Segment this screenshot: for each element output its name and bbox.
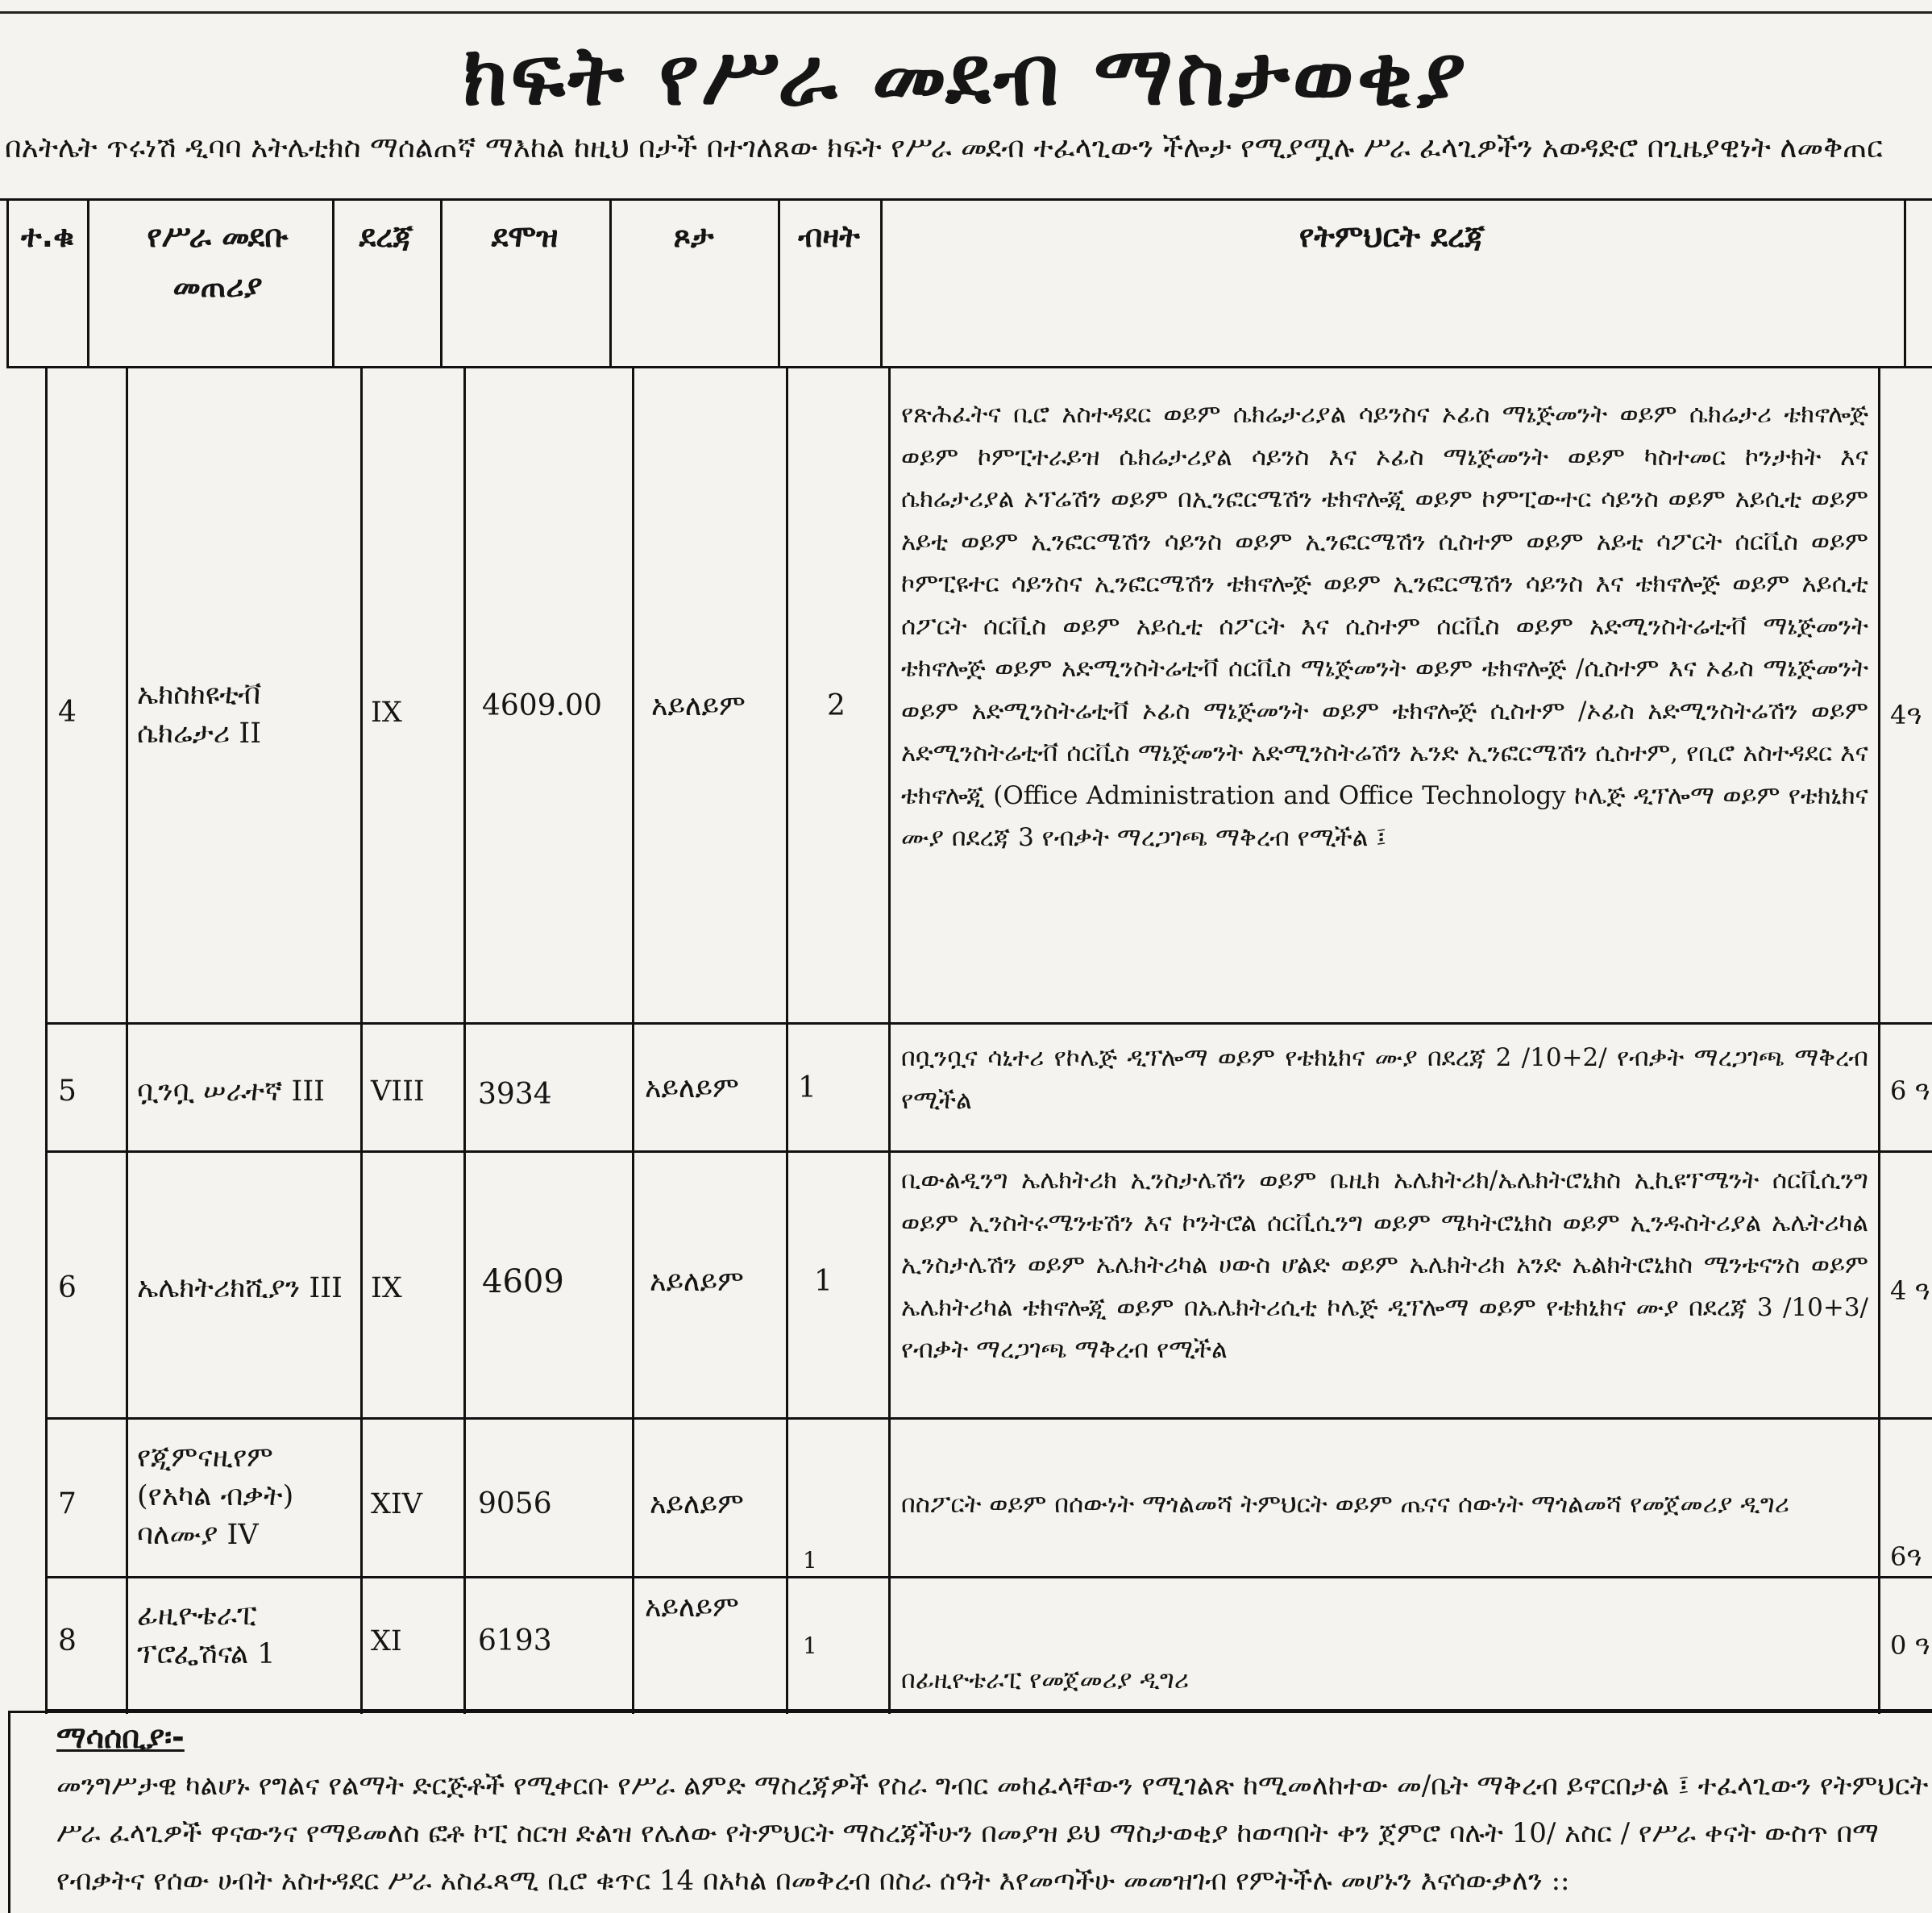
- cell-experience: 6ዓ: [1890, 1541, 1922, 1572]
- header-grade: ደረጃ: [359, 218, 413, 254]
- cell-position: ኤሌክትሪክሺያን III: [137, 1272, 343, 1304]
- cell-salary: 9056: [478, 1487, 552, 1520]
- cell-education: በስፖርት ወይም በሰውነት ማጎልመሻ ትምህርት ወይም ጤናና ሰውነት ማጎልመሻ የመጀመሪያ ዲግሪ: [901, 1490, 1789, 1519]
- row-rule: [45, 1417, 1932, 1420]
- header-bottom-rule: [6, 366, 1932, 368]
- row-rule: [45, 1576, 1932, 1578]
- cell-salary: 4609: [482, 1263, 564, 1300]
- cell-education: ቢውልዲንግ ኤሌክትሪክ ኢንስታሌሽን ወይም ቤዚክ ኤሌክትሪክ/ኤሌክትሮኒክስ ኢኪዩፕሜንት ሰርቪሲንግ ወይም ኢንስትሩሜንቴሽን እና ኮንትሮል ሰርቪሲንግ ወይም ሜካትሮኒክስ ወይም ኢንዱስትሪያል ኤሌትሪካል ኢንስታሌሽን ወይም ኤሌክትሪካል ሀውስ ሆልድ ወይም ኤሌክትሪክ አንድ ኤልክትሮኒክስ ሜንቴናንስ ወይም ኤሌክትሪካል ቴክኖሎጂ ወይም በኤሌክትሪሲቲ ኮሌጅ ዲፕሎማ ወይም የቴክኒክና ሙያ በደረጃ 3 /10+3/ የብቃት ማረጋገጫ ማቅረብ የሚችል: [901, 1166, 1868, 1364]
- cell-no: 6: [58, 1271, 77, 1304]
- cell-qty: 1: [803, 1632, 817, 1659]
- notes-line: መንግሥታዊ ካልሆኑ የግልና የልማት ድርጅቶች የሚቀርቡ የሥራ ልምድ ማስረጃዎች የስራ ግብር መከፈላቸውን የሚገልጽ ከሚመለከተው መ/ቤት ማቅረብ ይኖርበታል ፤ ተፈላጊውን የትምህርት: [56, 1770, 1929, 1802]
- header-position: የሥራ መደቡ መጠሪያ: [147, 218, 289, 304]
- cell-salary: 6193: [478, 1624, 552, 1657]
- grid-line: [786, 368, 788, 1714]
- cell-grade: IX: [371, 697, 402, 729]
- cell-position: የጂምናዚየም (የአካል ብቃት) ባለሙያ IV: [137, 1441, 294, 1551]
- notes-line: የብቃትና የሰው ሀብት አስተዳደር ሥራ አስፈጻሚ ቢሮ ቁጥር 14 በአካል በመቅረብ በስራ ሰዓት እየመጣችሁ መመዝገብ የምትችሉ መሆኑን እናሳውቃለን ::: [56, 1865, 1570, 1897]
- cell-sex: አይለይም: [651, 690, 746, 722]
- cell-qty: 2: [827, 689, 846, 722]
- grid-line: [1904, 198, 1906, 368]
- grid-line: [126, 368, 128, 1714]
- cell-experience: 0 ዓ: [1890, 1630, 1930, 1661]
- cell-position: ፊዚዮቴራፒ ፕሮፌሽናል 1: [137, 1599, 276, 1670]
- cell-sex: አይለይም: [645, 1072, 739, 1104]
- header-salary: ደሞዝ: [491, 218, 559, 254]
- cell-grade: IX: [371, 1272, 402, 1304]
- cell-qty: 1: [814, 1265, 833, 1298]
- cell-grade: VIII: [371, 1075, 425, 1108]
- cell-experience: 4ዓ: [1890, 700, 1922, 730]
- cell-salary: 3934: [478, 1078, 552, 1111]
- notes-section: [11, 1712, 1932, 1913]
- grid-line: [360, 368, 363, 1714]
- cell-qty: 1: [798, 1071, 816, 1104]
- notes-line: ሥራ ፈላጊዎች ዋናውንና የማይመለስ ፎቶ ኮፒ ስርዝ ድልዝ የሌለው የትምህርት ማስረጃችሁን በመያዝ ይህ ማስታወቂያ ከወጣበት ቀን ጀምሮ ባሉት 10/ አስር / የሥራ ቀናት ውስጥ በማ: [56, 1817, 1879, 1849]
- cell-experience: 4 ዓ: [1890, 1275, 1930, 1306]
- cell-position: ቧንቧ ሠራተኛ III: [137, 1075, 325, 1108]
- cell-position: ኤክስክዩቲቭ ሴክሬታሪ II: [137, 679, 262, 750]
- top-rule: [0, 11, 1932, 14]
- row-rule: [45, 1150, 1932, 1153]
- table-top-rule: [0, 198, 1932, 201]
- notes-border: [8, 1712, 10, 1913]
- cell-sex: አይለይም: [650, 1488, 744, 1520]
- grid-line: [632, 368, 634, 1714]
- grid-line: [888, 368, 891, 1714]
- cell-no: 7: [58, 1487, 77, 1520]
- header-qty: ብዛት: [798, 218, 860, 254]
- grid-line: [463, 368, 466, 1714]
- grid-line: [87, 198, 89, 368]
- header-no: ተ.ቁ: [21, 218, 74, 254]
- row-rule: [45, 1022, 1932, 1025]
- cell-no: 8: [58, 1624, 77, 1657]
- cell-grade: XI: [371, 1625, 402, 1657]
- grid-line: [1878, 368, 1880, 1714]
- header-sex: ጾታ: [673, 218, 714, 254]
- cell-education: የጽሕፈትና ቢሮ አስተዳደር ወይም ሴክሬታሪያል ሳይንስና ኦፊስ ማኔጅመንት ወይም ሴክሬታሪ ቴክኖሎጅ ወይም ኮምፒተራይዝ ሴክሬታሪያል ሳይንስ እና ኦፊስ ማኔጅመንት ወይም ካስተመር ኮንታክት እና ሴክሬታሪያል ኦፕሬሽን ወይም በኢንፎርሜሽን ቴክኖሎጂ ወይም ኮምፒውተር ሳይንስ ወይም አይሲቲ ወይም አይቲ ወይም ኢንፎርሜሽን ሳይንስ ወይም ኢንፎርሜሽን ሲስተም ወይም አይቲ ሳፖርት ሰርቪስ ወይም ኮምፒዩተር ሳይንስና ኢንፎርሜሽን ቴክኖሎጅ ወይም ኢንፎርሜሽን ሳይንስ እና ቴክኖሎጅ ወይም አይሲቲ ሰፖርት ሰርቪስ ወይም አይሲቲ ሰፖርት እና ሲስተም ሰርቪስ ወይም አድሚንስትሬቲቭ ማኔጅመንት ቴክኖሎጅ ወይም አድሚንስትሬቲቭ ሰርቪስ ማኔጅመንት ወይም ቴክኖሎጅ /ሲስተም እና ኦፊስ ማኔጅመንት ወይም አድሚንስትሬቲቭ ኦፊስ ማኔጅመንት ወይም ቴክኖሎጅ ሲስተም /ኦፊስ አድሚንስትሬሽን ወይም አድሚንስትሬቲቭ ሰርቪስ ማኔጅመንት አድሚንስትሬሽን ኤንድ ኢንፎርሜሽን ሲስተም, የቢሮ አስተዳደር እና ቴክኖሎጂ (Office Administration and Office Technology ኮሌጅ ዲፕሎማ ወይም የቴክኒክና ሙያ በደረጃ 3 የብቃት ማረጋገጫ ማቅረብ የሚችል ፤: [901, 400, 1868, 852]
- cell-education: በፊዚዮቴራፒ የመጀመሪያ ዲግሪ: [901, 1666, 1189, 1695]
- cell-no: 4: [58, 696, 77, 729]
- cell-experience: 6 ዓ: [1890, 1075, 1930, 1106]
- cell-no: 5: [58, 1075, 77, 1108]
- cell-sex: አይለይም: [650, 1266, 744, 1298]
- grid-line: [45, 368, 48, 1714]
- cell-grade: XIV: [371, 1488, 423, 1520]
- page-title: ክፍት የሥራ መደብ ማስታወቂያ: [463, 28, 1469, 124]
- notes-title: ማሳሰቢያ፡-: [56, 1720, 185, 1755]
- header-education: የትምህርት ደረጃ: [1298, 218, 1485, 254]
- cell-sex: አይለይም: [645, 1591, 739, 1624]
- cell-education: በቧንቧና ሳኒተሪ የኮሌጅ ዲፕሎማ ወይም የቴክኒክና ሙያ በደረጃ 2 /10+2/ የብቃት ማረጋገጫ ማቅረብ የሚችል: [901, 1043, 1868, 1115]
- cell-salary: 4609.00: [482, 689, 602, 722]
- cell-qty: 1: [803, 1547, 817, 1574]
- intro-text: በአትሌት ጥሩነሽ ዲባባ አትሌቲክስ ማሰልጠኛ ማእከል ከዚህ በታች በተገለጸው ክፍት የሥራ መደብ ተፈላጊውን ችሎታ የሚያሟሉ ሥራ ፈላጊዎችን አወዳድሮ በጊዜያዊነት ለመቅጠር: [5, 131, 1884, 164]
